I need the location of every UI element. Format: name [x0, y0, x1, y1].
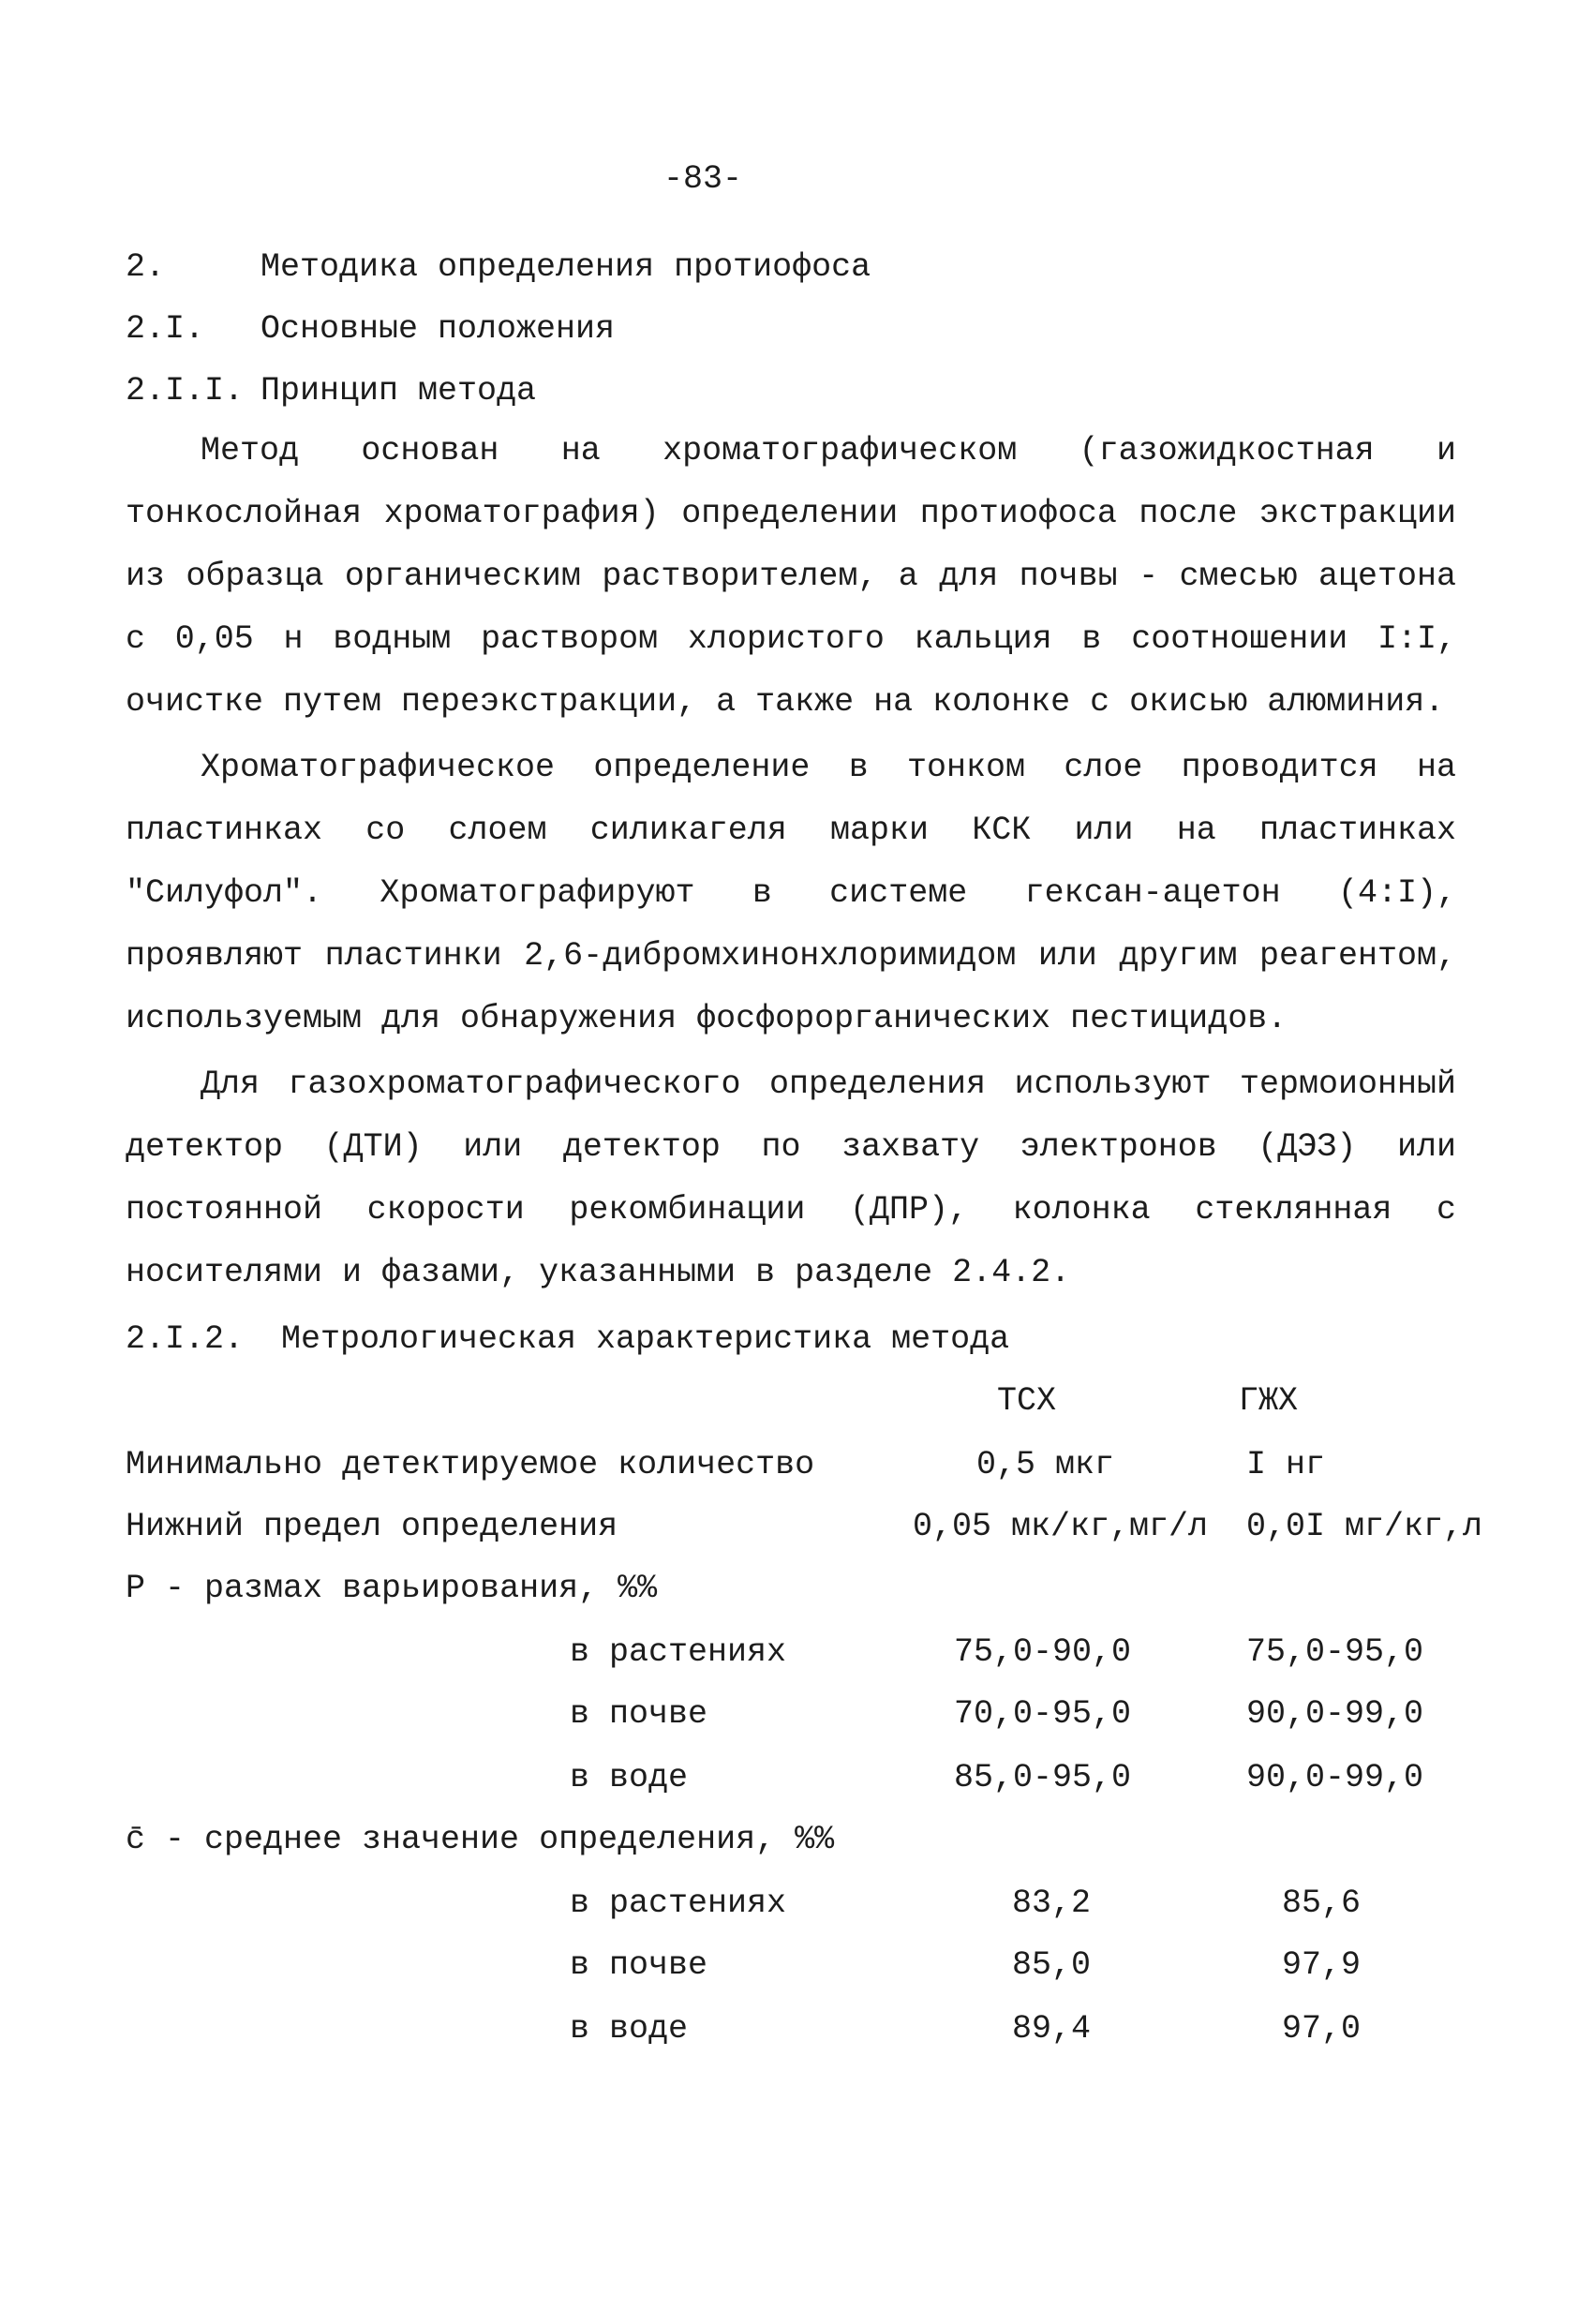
range-cell-tlc: 70,0-95,0 [954, 1695, 1132, 1733]
section-number: 2.I.2. [126, 1320, 245, 1358]
section-number: 2.I. [126, 310, 205, 348]
paragraph-principle: Метод основан на хроматографическом (газожидкостная и тонкослойная хроматография) определении протиофоса после экстракции из образца органическим растворителем, а для почвы - смесью ацетона с 0,05 н водным раствором хлористого кальция в соотношении I:I, очистке путем переэкстракции, а также на колонке с окисью алюминия. [126, 432, 1456, 721]
mean-row-label: в воде [570, 2010, 689, 2048]
mean-cell-glc: 97,9 [1282, 1946, 1362, 1984]
cell-detect-min-glc: I нг [1246, 1446, 1326, 1483]
page-number: -83- [663, 160, 742, 198]
range-cell-glc: 90,0-99,0 [1246, 1695, 1424, 1733]
range-row-label: в растениях [570, 1633, 787, 1671]
section-title: Методика определения протиофоса [261, 248, 871, 286]
cell-lower-limit-glc: 0,0I мг/кг,л [1246, 1508, 1483, 1545]
cell-detect-min-tlc: 0,5 мкг [976, 1446, 1115, 1483]
section-title: Основные положения [261, 310, 616, 348]
range-cell-tlc: 75,0-90,0 [954, 1633, 1132, 1671]
section-number: 2.I.I. [126, 372, 245, 410]
range-row-label: в почве [570, 1695, 708, 1733]
mean-title: - среднее значение определения, %% [165, 1821, 835, 1858]
range-title: Р - размах варьирования, %% [126, 1570, 658, 1607]
mean-cell-tlc: 83,2 [1012, 1885, 1092, 1922]
col-header-tlc: ТСХ [997, 1382, 1057, 1420]
row-label-detect-min: Минимально детектируемое количество [126, 1446, 815, 1483]
mean-symbol: c̄ [126, 1821, 146, 1858]
col-header-glc: ГЖХ [1239, 1382, 1299, 1420]
range-cell-glc: 90,0-99,0 [1246, 1759, 1424, 1796]
section-number: 2. [126, 248, 166, 286]
mean-cell-tlc: 89,4 [1012, 2010, 1092, 2048]
cell-lower-limit-tlc: 0,05 мк/кг,мг/л [913, 1508, 1209, 1545]
range-cell-tlc: 85,0-95,0 [954, 1759, 1132, 1796]
paragraph-tlc: Хроматографическое определение в тонком слое проводится на пластинках со слоем силикагеля марки КСК или на пластинках "Силуфол". Хроматографируют в системе гексан-ацетон (4:I), проявляют пластинки 2,6-дибромхинонхлоримидом или другим реагентом, используемым для обнаружения фосфорорганических пестицидов. [126, 749, 1456, 1037]
mean-cell-glc: 97,0 [1282, 2010, 1362, 2048]
mean-row-label: в растениях [570, 1885, 787, 1922]
paragraph-glc: Для газохроматографического определения используют термоионный детектор (ДТИ) или детектор по захвату электронов (ДЭЗ) или постоянной скорости рекомбинации (ДПР), колонка стеклянная с носителями и фазами, указанными в разделе 2.4.2. [126, 1065, 1456, 1291]
range-row-label: в воде [570, 1759, 689, 1796]
row-label-lower-limit: Нижний предел определения [126, 1508, 618, 1545]
range-cell-glc: 75,0-95,0 [1246, 1633, 1424, 1671]
mean-row-label: в почве [570, 1946, 708, 1984]
section-title: Принцип метода [261, 372, 537, 410]
mean-cell-glc: 85,6 [1282, 1885, 1362, 1922]
mean-cell-tlc: 85,0 [1012, 1946, 1092, 1984]
section-title: Метрологическая характеристика метода [281, 1320, 1010, 1358]
